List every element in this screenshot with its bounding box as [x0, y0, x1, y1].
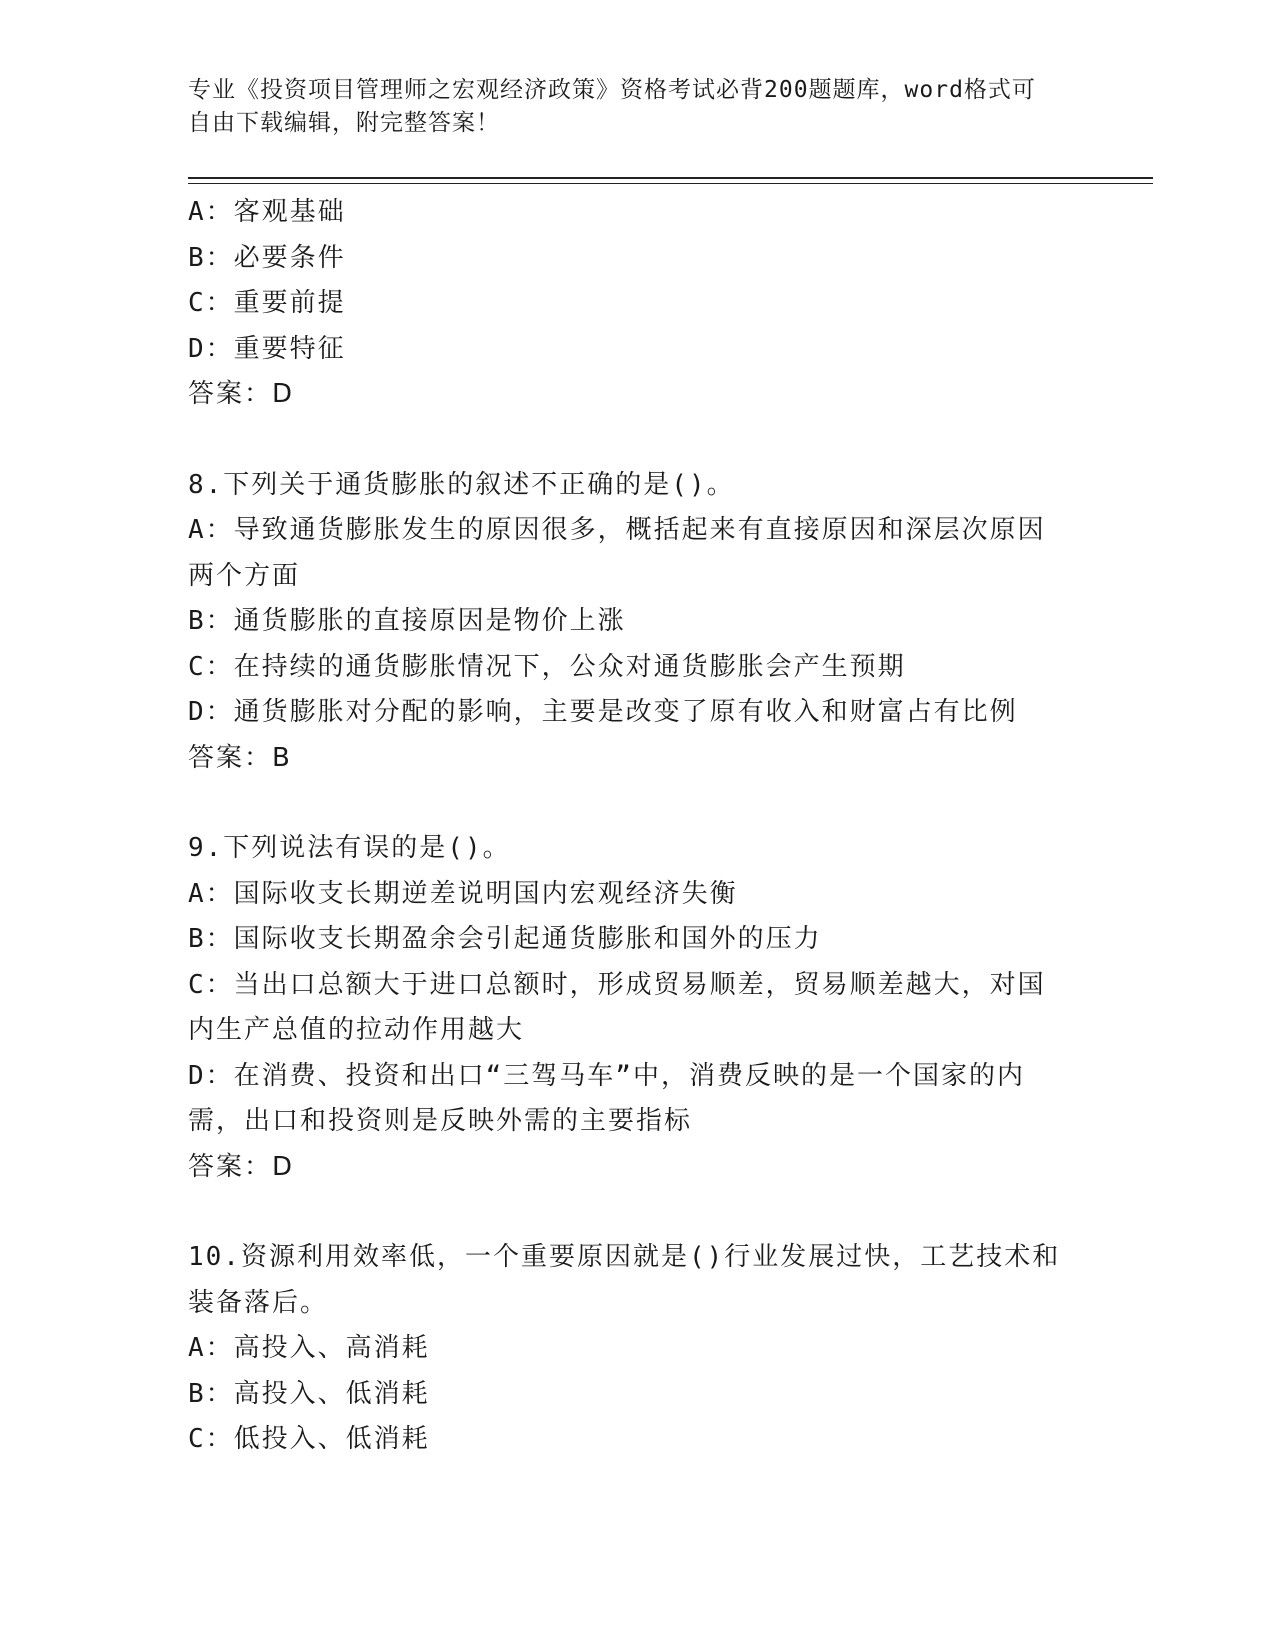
q8-option-c: C：在持续的通货膨胀情况下，公众对通货膨胀会产生预期	[188, 651, 906, 682]
question-9	[188, 826, 1073, 1190]
spacer	[188, 781, 1073, 826]
question-10	[188, 1235, 1073, 1463]
header-divider-thin	[188, 183, 1153, 184]
question-7	[188, 190, 1073, 418]
spacer	[188, 418, 1073, 463]
spacer	[188, 1190, 1073, 1235]
q7-option-d: D：重要特征	[188, 333, 346, 364]
q10-question: 10.资源利用效率低，一个重要原因就是()行业发展过快，工艺技术和装备落后。	[188, 1242, 1061, 1318]
q9-option-b: B：国际收支长期盈余会引起通货膨胀和国外的压力	[188, 924, 822, 954]
q7-option-c: C：重要前提	[188, 288, 346, 318]
q8-option-d: D：通货膨胀对分配的影响，主要是改变了原有收入和财富占有比例	[188, 697, 1018, 727]
q8-option-b: B：通货膨胀的直接原因是物价上涨	[188, 606, 626, 636]
question-list	[188, 190, 1073, 1463]
header-divider-thick	[188, 177, 1153, 179]
header-line-2: 自由下载编辑，附完整答案！	[188, 110, 500, 136]
q9-option-c: C：当出口总额大于进口总额时，形成贸易顺差，贸易顺差越大，对国内生产总值的拉动作用越大	[188, 969, 1046, 1045]
document-header	[188, 74, 1088, 140]
q8-answer: 答案：B	[188, 742, 292, 773]
q8-option-a: A：导致通货膨胀发生的原因很多，概括起来有直接原因和深层次原因两个方面	[188, 515, 1046, 591]
q7-option-b: B：必要条件	[188, 242, 346, 273]
q9-question: 9.下列说法有误的是()。	[188, 833, 511, 863]
q7-option-a: A：客观基础	[188, 197, 346, 227]
q9-option-a: A：国际收支长期逆差说明国内宏观经济失衡	[188, 878, 738, 909]
q9-answer: 答案：D	[188, 1151, 295, 1182]
q9-option-d: D：在消费、投资和出口“三驾马车”中，消费反映的是一个国家的内需，出口和投资则是反映外需的主要指标	[188, 1060, 1025, 1136]
q7-answer: 答案：D	[188, 379, 295, 409]
question-8	[188, 463, 1073, 782]
header-line-1: 专业《投资项目管理师之宏观经济政策》资格考试必背200题题库，word格式可	[188, 77, 1036, 103]
q8-question: 8.下列关于通货膨胀的叙述不正确的是()。	[188, 469, 735, 500]
q10-option-c: C：低投入、低消耗	[188, 1424, 430, 1454]
q10-option-a: A：高投入、高消耗	[188, 1333, 430, 1363]
q10-option-b: B：高投入、低消耗	[188, 1378, 430, 1409]
